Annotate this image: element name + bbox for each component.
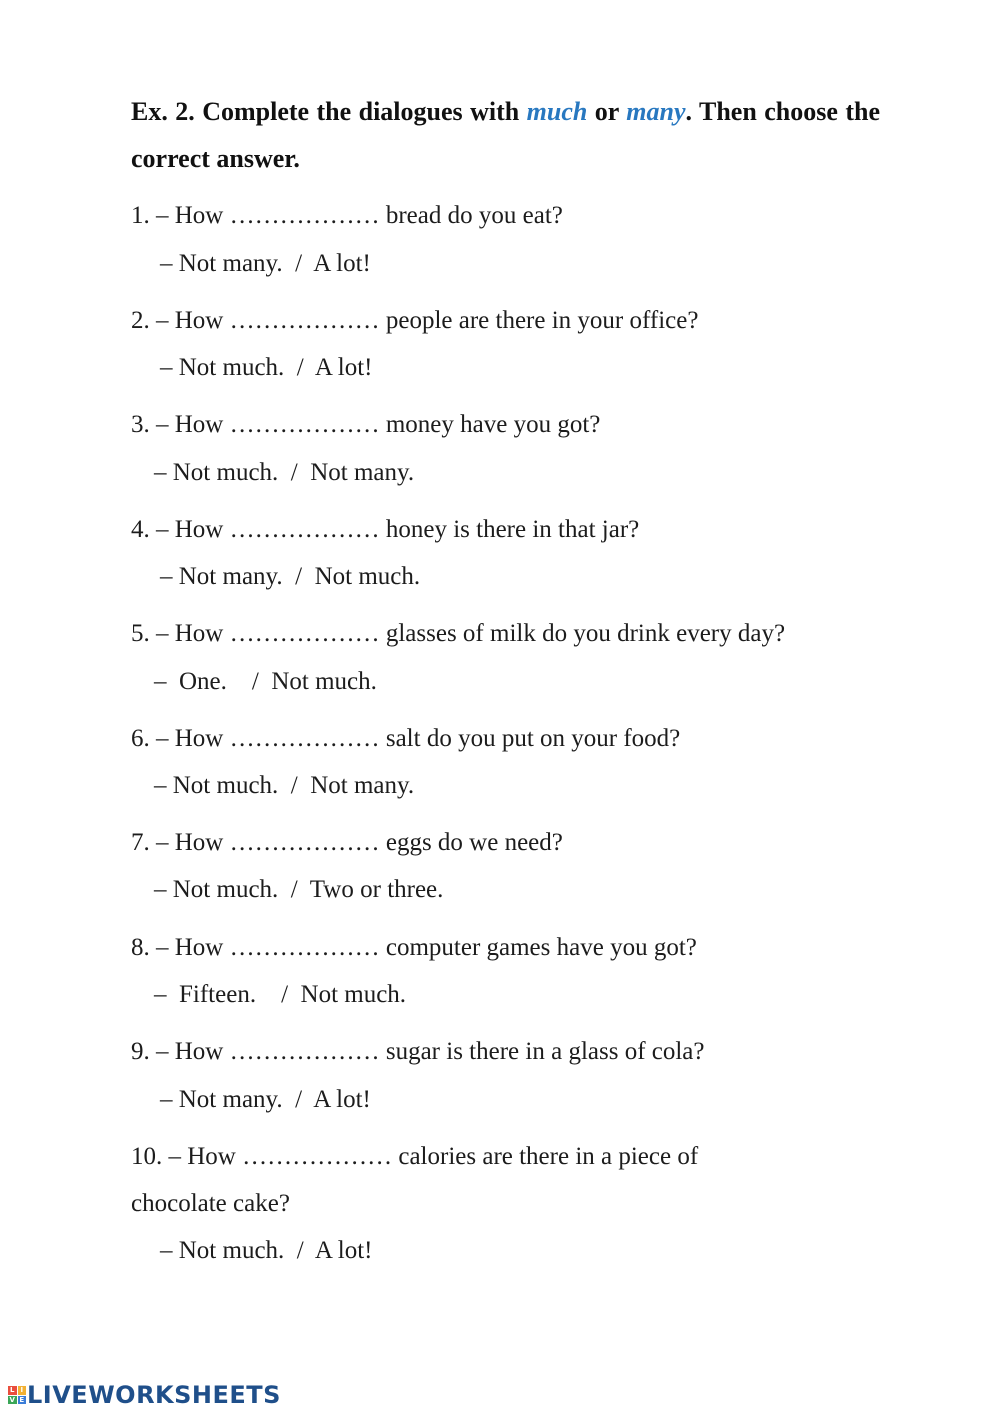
answer-options-3[interactable]: – Not much. / Not many. bbox=[154, 459, 415, 486]
question-9: 9. – How ……………… sugar is there in a glass of cola? bbox=[131, 1038, 705, 1065]
question-7: 7. – How ……………… eggs do we need? bbox=[131, 829, 563, 856]
liveworksheets-logo bbox=[8, 1381, 281, 1409]
answer-options-9[interactable]: – Not many. / A lot! bbox=[160, 1086, 371, 1113]
answer-options-4[interactable]: – Not many. / Not much. bbox=[160, 563, 421, 590]
question-4: 4. – How ……………… honey is there in that jar? bbox=[131, 516, 640, 543]
question-2: 2. – How ……………… people are there in your office? bbox=[131, 307, 699, 334]
logo-letter: L bbox=[8, 1386, 17, 1395]
question-8: 8. – How ……………… computer games have you got? bbox=[131, 934, 697, 961]
question-5: 5. – How ……………… glasses of milk do you drink every day? bbox=[131, 620, 786, 647]
question-10-continued: chocolate cake? bbox=[131, 1190, 290, 1217]
answer-options-7[interactable]: – Not much. / Two or three. bbox=[154, 876, 444, 903]
question-10: 10. – How ……………… calories are there in a piece of bbox=[131, 1143, 699, 1170]
heading-suffix: . Then choose the correct answer. bbox=[131, 97, 881, 173]
answer-options-8[interactable]: – Fifteen. / Not much. bbox=[154, 981, 407, 1008]
answer-options-2[interactable]: – Not much. / A lot! bbox=[160, 354, 373, 381]
exercise-heading bbox=[131, 88, 880, 182]
answer-options-6[interactable]: – Not much. / Not many. bbox=[154, 772, 415, 799]
answer-options-1[interactable]: – Not many. / A lot! bbox=[160, 250, 371, 277]
heading-connector: or bbox=[587, 97, 627, 126]
answer-options-5[interactable]: – One. / Not much. bbox=[154, 668, 377, 695]
logo-letter: V bbox=[9, 1395, 15, 1404]
brand-name: LIVEWORKSHEETS bbox=[27, 1381, 281, 1409]
question-1: 1. – How ……………… bread do you eat? bbox=[131, 202, 563, 229]
question-6: 6. – How ……………… salt do you put on your food? bbox=[131, 725, 681, 752]
keyword-many: many bbox=[626, 97, 686, 126]
logo-letter: I bbox=[18, 1386, 27, 1395]
logo-letter: E bbox=[19, 1395, 25, 1404]
question-3: 3. – How ……………… money have you got? bbox=[131, 411, 601, 438]
keyword-much: much bbox=[526, 97, 588, 126]
heading-prefix: Ex. 2. Complete the dialogues with bbox=[131, 97, 527, 126]
answer-options-10[interactable]: – Not much. / A lot! bbox=[160, 1237, 373, 1264]
logo-mark-icon bbox=[8, 1386, 26, 1404]
